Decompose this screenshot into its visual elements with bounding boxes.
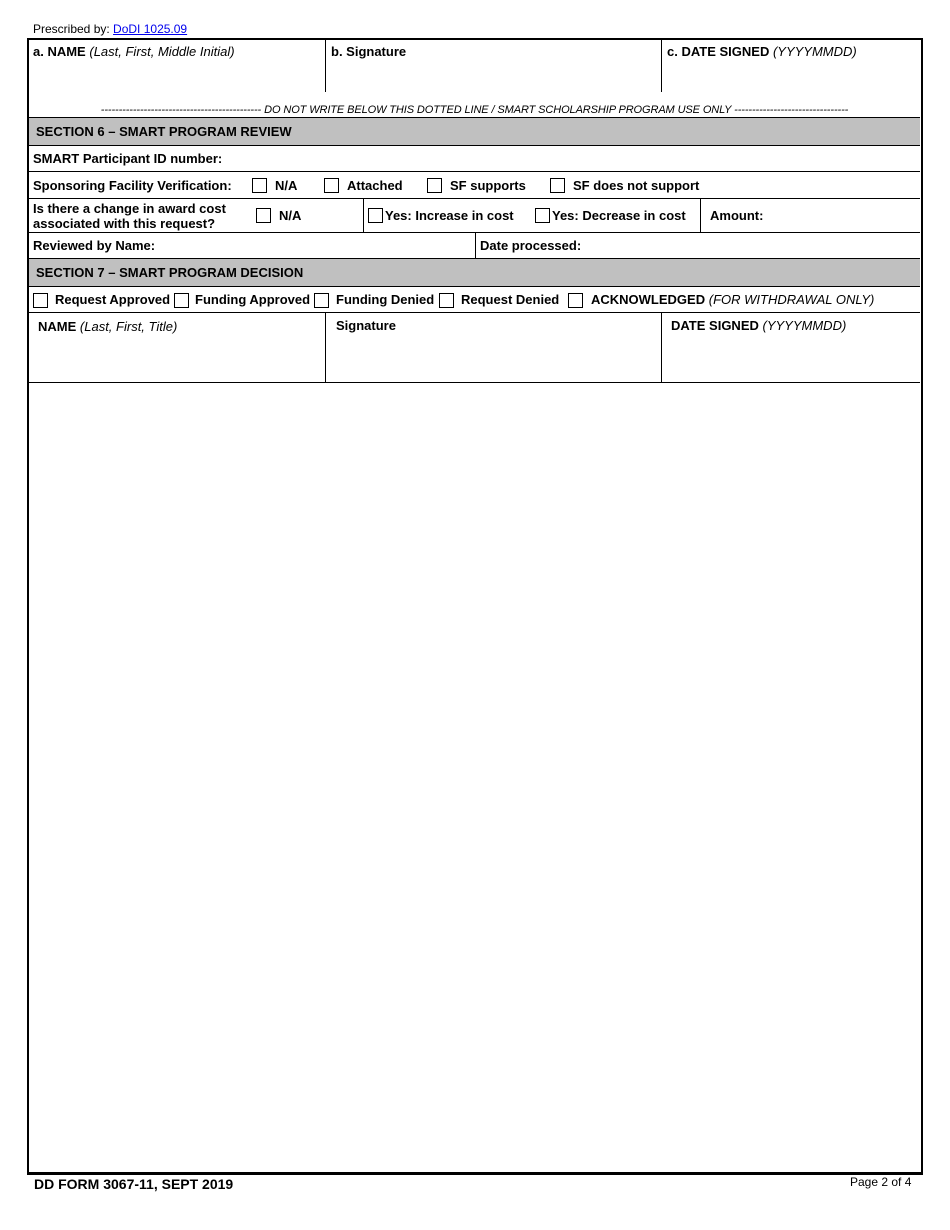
acknowledged-hint: (FOR WITHDRAWAL ONLY) <box>708 292 875 307</box>
prescribed-label: Prescribed by: <box>33 22 110 36</box>
request-approved-label: Request Approved <box>55 292 171 307</box>
section7-title: SECTION 7 – SMART PROGRAM DECISION <box>36 265 304 280</box>
request-approved-checkbox[interactable] <box>33 293 48 308</box>
sf-supports-checkbox[interactable] <box>427 178 442 193</box>
divider <box>475 233 476 258</box>
divider <box>661 40 662 92</box>
prescribed-by <box>33 22 187 37</box>
cost-question-line2: associated with this request? <box>33 216 216 231</box>
amount-label: Amount: <box>710 208 764 223</box>
reviewed-by-label: Reviewed by Name: <box>33 238 156 253</box>
rule <box>29 286 920 287</box>
divider <box>325 313 326 382</box>
verification-label: Sponsoring Facility Verification: <box>33 178 232 193</box>
verification-attached-label: Attached <box>347 178 403 193</box>
funding-denied-checkbox[interactable] <box>314 293 329 308</box>
rule <box>29 312 920 313</box>
cost-na-label: N/A <box>279 208 302 223</box>
request-denied-checkbox[interactable] <box>439 293 454 308</box>
rule <box>29 145 920 146</box>
date-processed-label: Date processed: <box>480 238 582 253</box>
decision-signature-label: Signature <box>336 318 396 333</box>
sf-not-support-label: SF does not support <box>573 178 700 193</box>
acknowledged-label: ACKNOWLEDGED <box>591 292 706 307</box>
acknowledged-option <box>591 292 874 307</box>
decision-date-hint: (YYYYMMDD) <box>762 318 847 333</box>
cost-increase-checkbox[interactable] <box>368 208 383 223</box>
dodi-link[interactable]: DoDI 1025.09 <box>113 22 188 36</box>
sf-supports-label: SF supports <box>450 178 526 193</box>
divider <box>325 40 326 92</box>
funding-approved-checkbox[interactable] <box>174 293 189 308</box>
cost-increase-label: Yes: Increase in cost <box>385 208 514 223</box>
date-signed-hint: (YYYYMMDD) <box>772 44 857 59</box>
signature-field[interactable] <box>331 44 406 59</box>
decision-signature-field[interactable] <box>336 318 396 333</box>
decision-date-field[interactable] <box>671 318 846 333</box>
funding-approved-label: Funding Approved <box>195 292 311 307</box>
date-signed-label: c. DATE SIGNED <box>667 44 770 59</box>
decision-name-label: NAME <box>38 319 77 334</box>
dashes-left: --------------------------------------------- <box>100 104 262 116</box>
date-processed-field[interactable] <box>480 238 581 253</box>
verification-na-label: N/A <box>275 178 298 193</box>
cost-change-question <box>33 201 226 231</box>
cost-na-checkbox[interactable] <box>256 208 271 223</box>
amount-field[interactable] <box>710 208 763 223</box>
participant-id-field[interactable] <box>33 151 222 166</box>
signature-label: b. Signature <box>331 44 407 59</box>
page-number: Page 2 of 4 <box>850 1175 912 1189</box>
dashes-right: -------------------------------- <box>734 104 849 116</box>
verification-attached-checkbox[interactable] <box>324 178 339 193</box>
acknowledged-checkbox[interactable] <box>568 293 583 308</box>
cost-decrease-label: Yes: Decrease in cost <box>552 208 686 223</box>
cost-question-line1: Is there a change in award cost <box>33 201 226 216</box>
decision-date-label: DATE SIGNED <box>671 318 759 333</box>
decision-name-hint: (Last, First, Title) <box>79 319 178 334</box>
form-id: DD FORM 3067-11, SEPT 2019 <box>34 1176 234 1192</box>
sf-not-support-checkbox[interactable] <box>550 178 565 193</box>
reviewed-by-field[interactable] <box>33 238 155 253</box>
form-bottom-rule <box>27 1172 923 1175</box>
rule <box>29 171 920 172</box>
participant-id-label: SMART Participant ID number: <box>33 151 223 166</box>
cost-decrease-checkbox[interactable] <box>535 208 550 223</box>
date-signed-field[interactable] <box>667 44 857 59</box>
section6-title: SECTION 6 – SMART PROGRAM REVIEW <box>36 124 292 139</box>
rule <box>29 382 920 383</box>
divider <box>700 199 701 232</box>
request-denied-label: Request Denied <box>461 292 560 307</box>
name-field[interactable] <box>33 44 235 59</box>
funding-denied-label: Funding Denied <box>336 292 435 307</box>
verification-na-checkbox[interactable] <box>252 178 267 193</box>
office-use-divider <box>29 103 920 118</box>
decision-name-field[interactable] <box>38 319 177 334</box>
divider <box>661 313 662 382</box>
rule <box>29 198 920 199</box>
name-label: a. NAME <box>33 44 86 59</box>
name-hint: (Last, First, Middle Initial) <box>89 44 235 59</box>
divider <box>363 199 364 232</box>
office-use-note: DO NOT WRITE BELOW THIS DOTTED LINE / SMART SCHOLARSHIP PROGRAM USE ONLY <box>264 104 732 116</box>
